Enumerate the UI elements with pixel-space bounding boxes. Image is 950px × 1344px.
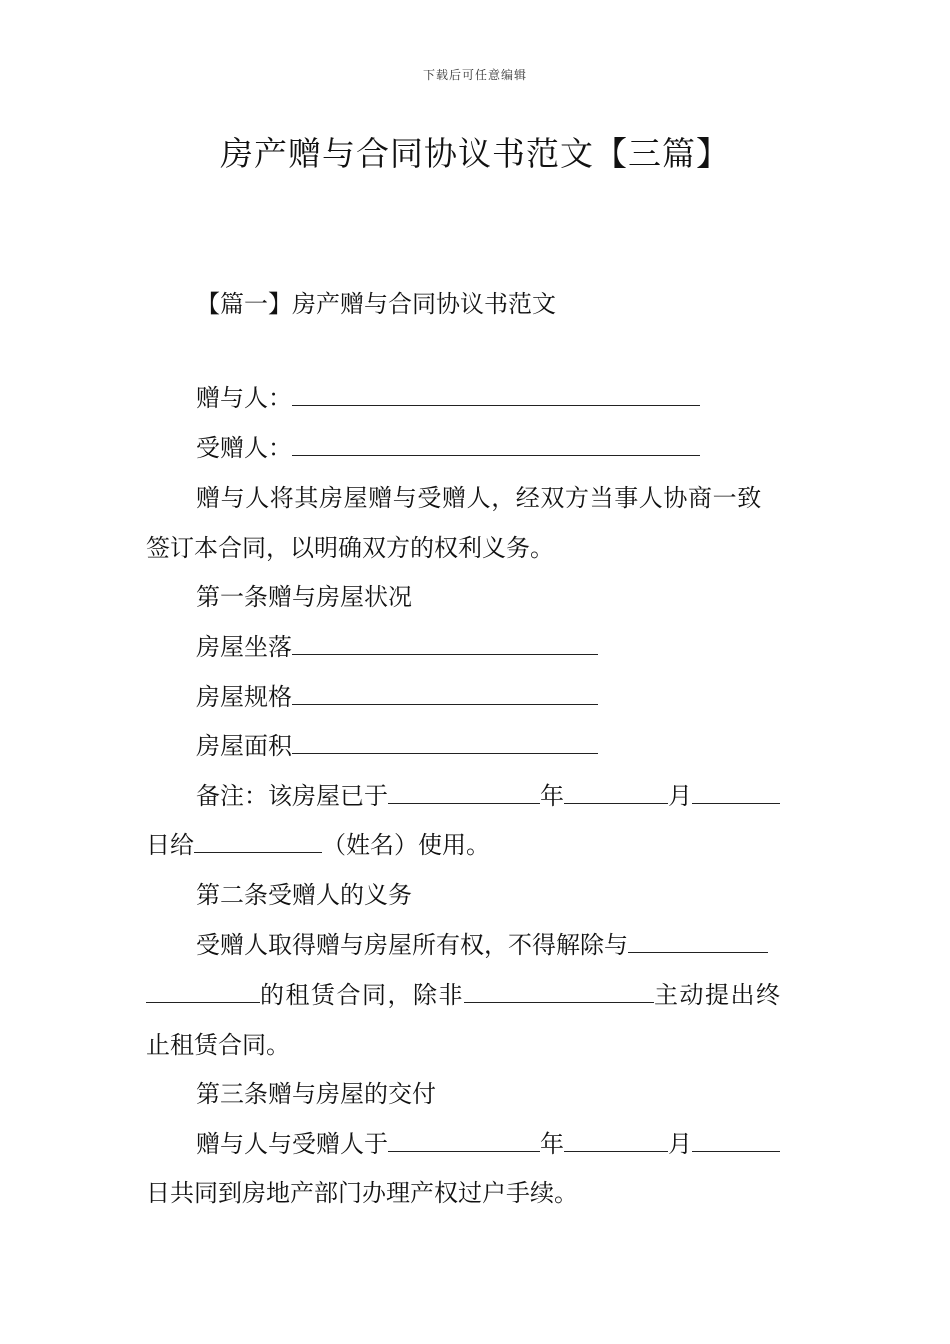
article-3-line-2: 日共同到房地产部门办理产权过户手续。 — [146, 1179, 578, 1207]
area-label: 房屋面积 — [196, 732, 292, 760]
note-line-1 — [196, 781, 780, 811]
section-heading: 【篇一】房产赠与合同协议书范文 — [196, 290, 556, 318]
note-day-blank[interactable] — [692, 781, 780, 804]
article-2-text-2: 的租赁合同，除非 — [260, 981, 464, 1009]
article-3-month-label: 月 — [668, 1130, 692, 1158]
note-day-give: 日给 — [146, 831, 194, 859]
location-blank[interactable] — [292, 632, 598, 655]
article-1-title: 第一条赠与房屋状况 — [196, 583, 412, 611]
spec-blank[interactable] — [292, 682, 598, 705]
note-year-label: 年 — [540, 782, 564, 810]
article-3-title: 第三条赠与房屋的交付 — [196, 1080, 436, 1108]
note-name-blank[interactable] — [194, 830, 322, 853]
article-2-title: 第二条受赠人的义务 — [196, 881, 412, 909]
area-line — [196, 731, 598, 761]
location-line — [196, 632, 598, 662]
article-3-month-blank[interactable] — [564, 1129, 668, 1152]
article-3-year-label: 年 — [540, 1130, 564, 1158]
note-year-blank[interactable] — [388, 781, 540, 804]
donee-blank[interactable] — [292, 433, 700, 456]
spec-line — [196, 682, 598, 712]
note-line-2 — [146, 830, 490, 860]
donor-blank[interactable] — [292, 383, 700, 406]
article-2-line-1 — [196, 930, 768, 960]
location-label: 房屋坐落 — [196, 633, 292, 661]
area-blank[interactable] — [292, 731, 598, 754]
spec-label: 房屋规格 — [196, 683, 292, 711]
intro-line-1: 赠与人将其房屋赠与受赠人，经双方当事人协商一致 — [196, 484, 762, 512]
article-2-text-3: 主动提出终 — [654, 981, 782, 1009]
article-2-blank-3[interactable] — [464, 980, 654, 1003]
article-3-day-blank[interactable] — [692, 1129, 780, 1152]
note-month-blank[interactable] — [564, 781, 668, 804]
note-prefix: 备注：该房屋已于 — [196, 782, 388, 810]
article-2-line-3: 止租赁合同。 — [146, 1031, 290, 1059]
donor-line — [196, 383, 700, 413]
article-3-year-blank[interactable] — [388, 1129, 540, 1152]
donor-label: 赠与人： — [196, 384, 292, 412]
donee-line — [196, 433, 700, 463]
article-2-blank-2[interactable] — [146, 980, 260, 1003]
note-month-label: 月 — [668, 782, 692, 810]
article-3-line-1 — [196, 1129, 780, 1159]
article-2-text-1: 受赠人取得赠与房屋所有权，不得解除与 — [196, 931, 628, 959]
article-2-line-2 — [146, 980, 782, 1010]
donee-label: 受赠人： — [196, 434, 292, 462]
intro-line-2: 签订本合同，以明确双方的权利义务。 — [146, 534, 554, 562]
article-3-prefix: 赠与人与受赠人于 — [196, 1130, 388, 1158]
document-title: 房产赠与合同协议书范文【三篇】 — [220, 134, 730, 173]
note-name-use: （姓名）使用。 — [322, 831, 490, 859]
article-2-blank-1[interactable] — [628, 930, 768, 953]
download-note: 下载后可任意编辑 — [422, 68, 527, 82]
